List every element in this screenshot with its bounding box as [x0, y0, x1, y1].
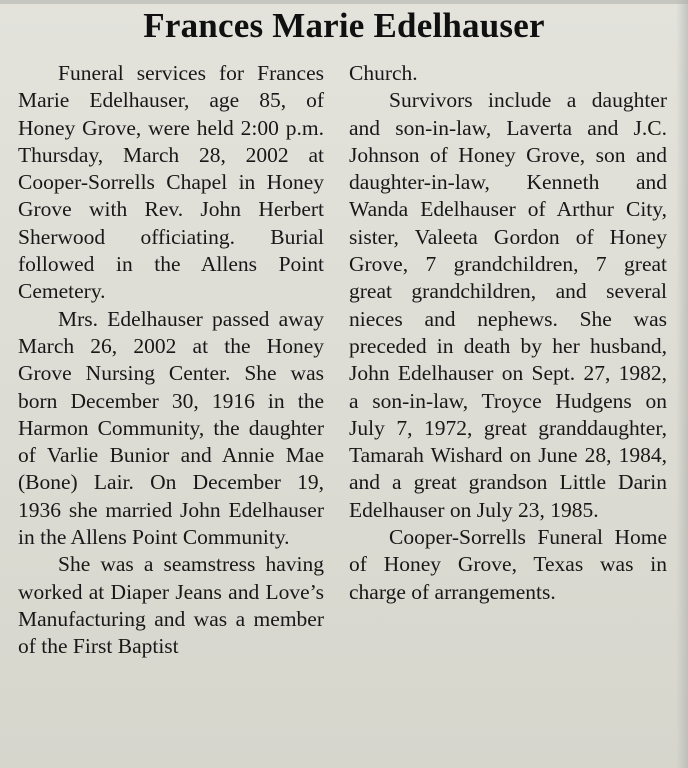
occupation-paragraph-continued: Church. — [349, 61, 418, 85]
left-column — [18, 60, 324, 661]
obituary-headline: Frances Marie Edelhauser — [143, 6, 545, 45]
biography-paragraph: Mrs. Edelhauser passed away March 26, 2002 at the Honey Grove Nursing Center. She was born December 30, 1916 in the Harmon Community, the daughter of Varlie Bunior and Annie Mae (Bone) Lair. On December 19, 1936 she married John Edelhauser in the Allens Point Community. — [18, 306, 324, 550]
services-paragraph: Funeral services for Frances Marie Edelhauser, age 85, of Honey Grove, were held 2:00 p.m. Thursday, March 28, 2002 at Cooper-Sorrells Chapel in Honey Grove with Rev. John Herbert Sherwood officiating. Burial followed in the Allens Point Cemetery. — [18, 61, 324, 304]
right-column — [349, 60, 667, 606]
scan-right-edge — [676, 0, 688, 768]
survivors-paragraph: Survivors include a daughter and son-in-law, Laverta and J.C. Johnson of Honey Grove, son and daughter-in-law, Kenneth and Wanda Edelhauser of Arthur City, sister, Valeeta Gordon of Honey Grove, 7 grandchildren, 7 great great grandchildren, and several nieces and nephews. She was preceded in death by her husband, John Edelhauser on Sept. 27, 1982, a son-in-law, Troyce Hudgens on July 7, 1972, great granddaughter, Tamarah Wishard on June 28, 1984, and a great grandson Little Darin Edelhauser on July 23, 1985. — [349, 88, 667, 522]
occupation-paragraph: She was a seamstress having worked at Diaper Jeans and Love’s Manufacturing and was a member of the First Baptist — [18, 552, 324, 659]
arrangements-paragraph: Cooper-Sorrells Funeral Home of Honey Grove, Texas was in charge of arrangements. — [349, 525, 667, 604]
scan-top-edge — [0, 0, 688, 4]
